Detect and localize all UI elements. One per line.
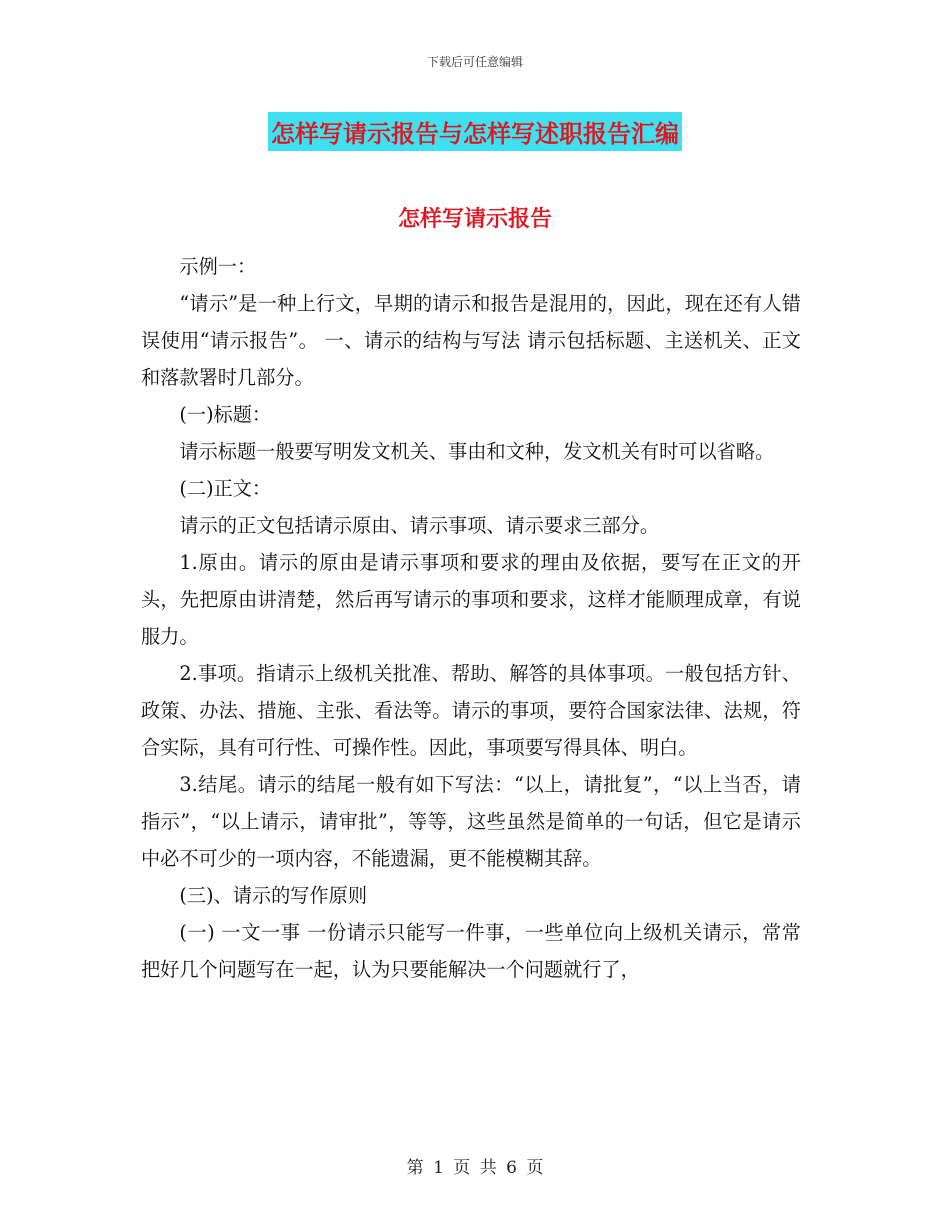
document-body (141, 248, 801, 988)
paragraph: 2.事项。指请示上级机关批准、帮助、解答的具体事项。一般包括方针、政策、办法、措施、主张、看法等。请示的事项，要符合国家法律、法规，符合实际，具有可行性、可操作性。因此，事项要写得具体、明白。 (141, 662, 801, 759)
document-title: 怎样写请示报告与怎样写述职报告汇编 (268, 112, 682, 151)
paragraph: (三)、请示的写作原则 (179, 884, 368, 907)
paragraph: (一) 一文一事 一份请示只能写一件事，一些单位向上级机关请示，常常把好几个问题写在一起，认为只要能解决一个问题就行了， (141, 921, 801, 981)
paragraph: 请示的正文包括请示原由、请示事项、请示要求三部分。 (179, 514, 660, 537)
paragraph: 请示标题一般要写明发文机关、事由和文种，发文机关有时可以省略。 (179, 440, 775, 463)
paragraph: 1.原由。请示的原由是请示事项和要求的理由及依据，要写在正文的开头，先把原由讲清楚，然后再写请示的事项和要求，这样才能顺理成章，有说服力。 (141, 551, 801, 648)
paragraph: 示例一： (179, 255, 257, 278)
page-number-footer: 第 1 页 共 6 页 (406, 1158, 544, 1178)
paragraph: 3.结尾。请示的结尾一般有如下写法：“以上，请批复”，“以上当否，请指示”，“以上请示，请审批”，等等，这些虽然是简单的一句话，但它是请示中必不可少的一项内容，不能遗漏，更不能模糊其辞。 (141, 773, 801, 870)
page-header-note: 下载后可任意编辑 (426, 55, 523, 69)
section-title: 怎样写请示报告 (397, 206, 552, 232)
paragraph: (一)标题： (179, 403, 272, 426)
paragraph: (二)正文： (179, 477, 272, 500)
paragraph: “请示”是一种上行文，早期的请示和报告是混用的，因此，现在还有人错误使用“请示报告”。 一、请示的结构与写法 请示包括标题、主送机关、正文和落款署时几部分。 (141, 292, 801, 389)
document-title-wrap (0, 112, 950, 151)
